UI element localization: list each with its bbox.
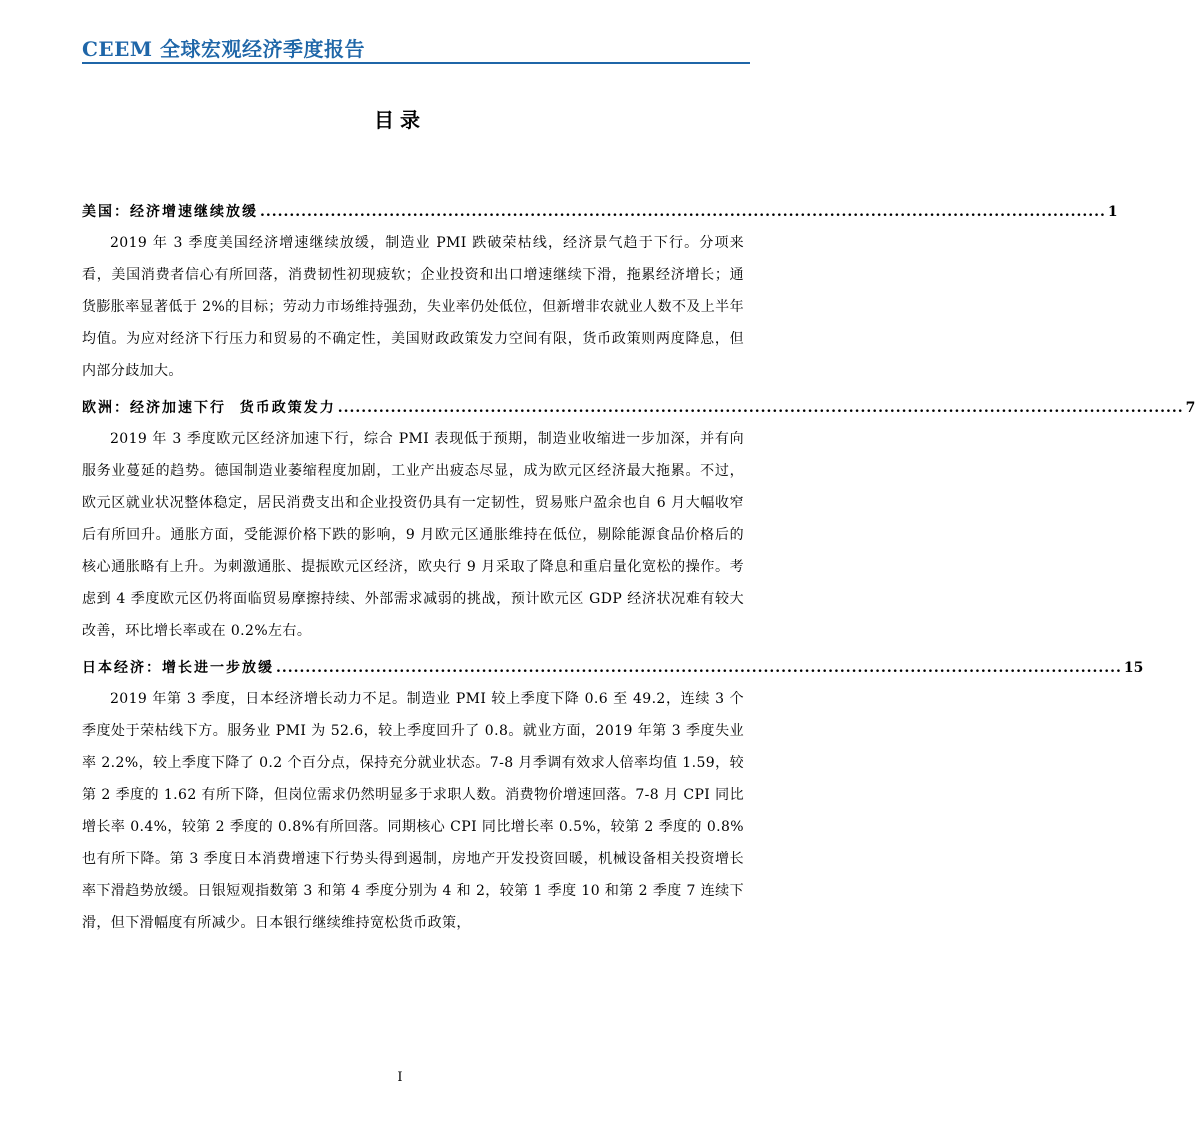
toc-entry-summary: 2019 年第 3 季度，日本经济增长动力不足。制造业 PMI 较上季度下降 0.6 至 49.2，连续 3 个季度处于荣枯线下方。服务业 PMI 为 52.6，较上季度回升了 0.8。就业方面，2019 年第 3 季度失业率 2.2%，较上季度下降了 0.2 个百分点，保持充分就业状态。7-8 月季调有效求人倍率均值 1.59，较第 2 季度的 1.62 有所下降，但岗位需求仍然明显多于求职人数。消费物价增速回落。7-8 月 CPI 同比增长率 0.4%，较第 2 季度的 0.8%有所回落。同期核心 CPI 同比增长率 0.5%，较第 2 季度的 0.8%也有所下降。第 3 季度日本消费增速下行势头得到遏制，房地产开发投资回暖，机械设备相关投资增长率下滑趋势放缓。日银短观指数第 3 和第 4 季度分别为 4 和 2，较第 1 季度 10 和第 2 季度 7 连续下滑，但下滑幅度有所减少。日本银行继续维持宽松货币政策，: [82, 691, 744, 931]
toc-entry-heading[interactable]: [82, 655, 1144, 681]
toc-entry-title: 欧洲：经济加速下行 货币政策发力: [82, 400, 336, 416]
toc-entry-summary: 2019 年 3 季度欧元区经济加速下行，综合 PMI 表现低于预期，制造业收缩进一步加深，并有向服务业蔓延的趋势。德国制造业萎缩程度加剧，工业产出疲态尽显，成为欧元区经济最大拖累。不过，欧元区就业状况整体稳定，居民消费支出和企业投资仍具有一定韧性，贸易账户盈余也自 6 月大幅收窄后有所回升。通胀方面，受能源价格下跌的影响，9 月欧元区通胀维持在低位，剔除能源食品价格后的核心通胀略有上升。为刺激通胀、提振欧元区经济，欧央行 9 月采取了降息和重启量化宽松的操作。考虑到 4 季度欧元区仍将面临贸易摩擦持续、外部需求减弱的挑战，预计欧元区 GDP 经济状况难有较大改善，环比增长率或在 0.2%左右。: [82, 431, 744, 639]
report-header-title: CEEM 全球宏观经济季度报告: [82, 37, 366, 61]
toc-entry-usa: [82, 199, 1118, 387]
leader-dots: ................................................................................................................................................: [276, 660, 1122, 676]
report-header: [82, 36, 750, 62]
page-title: 目录: [374, 108, 426, 132]
toc-entry-europe: [82, 395, 1195, 647]
leader-dots: ................................................................................................................................................: [337, 400, 1184, 416]
table-of-contents: [82, 199, 1195, 947]
toc-entry-page-number: 1: [1107, 204, 1118, 220]
toc-entry-title: 日本经济：增长进一步放缓: [82, 660, 274, 676]
toc-entry-japan: [82, 655, 1144, 939]
page-number: I: [397, 1070, 403, 1085]
header-divider: [82, 62, 750, 64]
toc-entry-summary: 2019 年 3 季度美国经济增速继续放缓，制造业 PMI 跌破荣枯线，经济景气趋于下行。分项来看，美国消费者信心有所回落，消费韧性初现疲软；企业投资和出口增速继续下滑，拖累经济增长；通货膨胀率显著低于 2%的目标；劳动力市场维持强劲，失业率仍处低位，但新增非农就业人数不及上半年均值。为应对经济下行压力和贸易的不确定性，美国财政政策发力空间有限，货币政策则两度降息，但内部分歧加大。: [82, 235, 744, 379]
toc-entry-heading[interactable]: [82, 395, 1195, 421]
toc-entry-page-number: 15: [1123, 660, 1144, 676]
toc-entry-page-number: 7: [1185, 400, 1195, 416]
leader-dots: ................................................................................................................................................: [260, 204, 1106, 220]
toc-entry-heading[interactable]: [82, 199, 1118, 225]
toc-entry-title: 美国：经济增速继续放缓: [82, 204, 258, 220]
